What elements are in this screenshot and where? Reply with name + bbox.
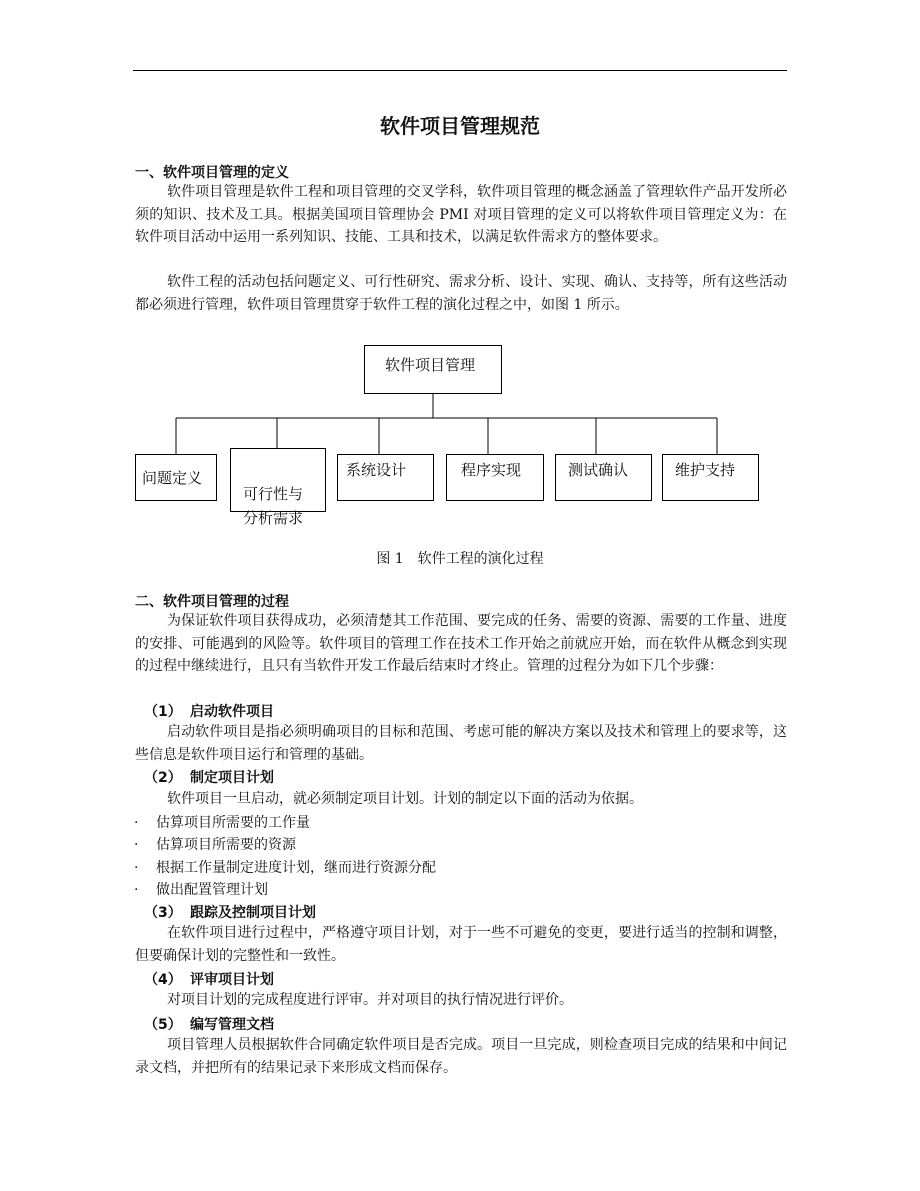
- step-4-text: 对项目计划的完成程度进行评审。并对项目的执行情况进行评价。: [167, 992, 573, 1008]
- step-4-heading: [144, 969, 274, 989]
- step-title: 编写管理文档: [190, 1017, 274, 1033]
- bullet-item: [134, 879, 268, 899]
- step-number: （1）: [144, 704, 182, 720]
- step-title: 制定项目计划: [190, 770, 274, 786]
- figure-box-system-design: [337, 454, 434, 501]
- figure-box-implementation: [446, 454, 544, 501]
- step-5-heading: [144, 1014, 274, 1034]
- step-3-text: 在软件项目进行过程中，严格遵守项目计划，对于一些不可避免的变更，要进行适当的控制和调整，但要确保计划的完整性和一致性。: [135, 925, 787, 964]
- bullet-item: [134, 834, 296, 854]
- section2-heading: 二、软件项目管理的过程: [135, 594, 289, 610]
- bullet-text: 根据工作量制定进度计划，继而进行资源分配: [156, 860, 436, 876]
- figure-box-feasibility: [230, 448, 326, 527]
- figure-box-label: 程序实现: [461, 461, 522, 479]
- step-1-text: 启动软件项目是指必须明确项目的目标和范围、考虑可能的解决方案以及技术和管理上的要求等，这些信息是软件项目运行和管理的基础。: [135, 724, 787, 763]
- figure-box-problem-definition: [135, 454, 217, 501]
- step-number: （2）: [144, 770, 182, 786]
- figure-box-label: 系统设计: [346, 461, 407, 479]
- bullet-text: 估算项目所需要的资源: [156, 837, 296, 853]
- figure-root-label: 软件项目管理: [385, 356, 476, 374]
- figure-box-testing: [555, 454, 652, 501]
- figure-caption: 图 1 软件工程的演化过程: [376, 551, 544, 567]
- figure-root-box: [364, 345, 502, 394]
- step-3-heading: [144, 902, 316, 922]
- section1-heading: 一、软件项目管理的定义: [135, 165, 289, 181]
- step-1-heading: [144, 701, 274, 721]
- bullet-dot: ·: [134, 860, 139, 876]
- bullet-dot: ·: [134, 882, 139, 898]
- section1-paragraph-2: 软件工程的活动包括问题定义、可行性研究、需求分析、设计、实现、确认、支持等，所有这些活动都必须进行管理，软件项目管理贯穿于软件工程的演化过程之中，如图 1 所示。: [135, 274, 787, 313]
- step-number: （5）: [144, 1017, 182, 1033]
- figure-box-label: 问题定义: [142, 469, 203, 487]
- figure-box-maintenance: [662, 454, 759, 501]
- bullet-item: [134, 812, 310, 832]
- section2-intro: 为保证软件项目获得成功，必须清楚其工作范围、要完成的任务、需要的资源、需要的工作量、进度的安排、可能遇到的风险等。软件项目的管理工作在技术工作开始之前就应开始，而在软件从概念到实现的过程中继续进行，且只有当软件开发工作最后结束时才终止。管理的过程分为如下几个步骤：: [135, 613, 787, 674]
- step-5-text: 项目管理人员根据软件合同确定软件项目是否完成。项目一旦完成，则检查项目完成的结果和中间记录文档，并把所有的结果记录下来形成文档而保存。: [135, 1037, 787, 1076]
- document-title: 软件项目管理规范: [380, 114, 540, 138]
- bullet-item: [134, 857, 436, 877]
- step-title: 评审项目计划: [190, 972, 274, 988]
- bullet-dot: ·: [134, 815, 139, 831]
- step-number: （3）: [144, 905, 182, 921]
- step-title: 启动软件项目: [190, 704, 274, 720]
- bullet-text: 估算项目所需要的工作量: [156, 815, 310, 831]
- figure-box-label: 可行性与 分析需求: [243, 485, 304, 527]
- figure-box-label: 测试确认: [568, 461, 629, 479]
- step-title: 跟踪及控制项目计划: [190, 905, 316, 921]
- step-2-text: 软件项目一旦启动，就必须制定项目计划。计划的制定以下面的活动为依据。: [167, 791, 643, 807]
- step-number: （4）: [144, 972, 182, 988]
- figure-box-label: 维护支持: [675, 461, 736, 479]
- step-2-heading: [144, 767, 274, 787]
- section1-paragraph-1: 软件项目管理是软件工程和项目管理的交叉学科，软件项目管理的概念涵盖了管理软件产品开发所必须的知识、技术及工具。根据美国项目管理协会 PMI 对项目管理的定义可以将软件项目管理定义为：在软件项目活动中运用一系列知识、技能、工具和技术，以满足软件需求方的整体要求。: [135, 184, 787, 245]
- bullet-text: 做出配置管理计划: [156, 882, 268, 898]
- bullet-dot: ·: [134, 837, 139, 853]
